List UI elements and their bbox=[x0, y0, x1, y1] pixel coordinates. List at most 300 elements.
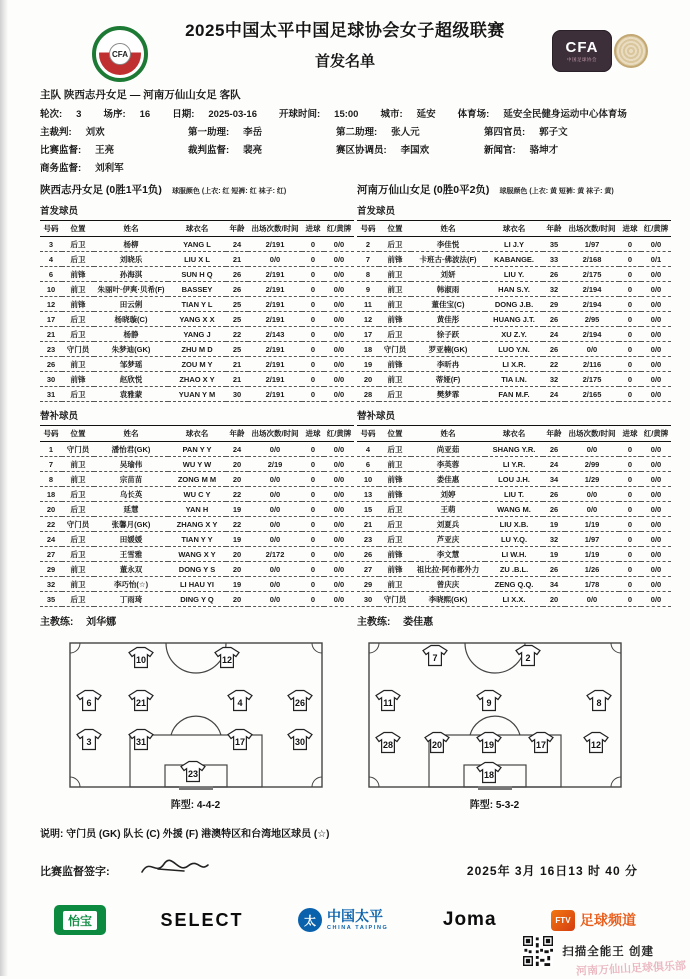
player-cell: 24 bbox=[40, 532, 62, 547]
meta-value: 郭子文 bbox=[539, 127, 568, 138]
player-row bbox=[40, 342, 354, 357]
scanner-watermark bbox=[523, 936, 654, 966]
player-cell: 4 bbox=[357, 442, 379, 457]
away-formation-label: 阵型: 5-3-2 bbox=[469, 800, 520, 811]
column-header: 进球 bbox=[302, 221, 324, 237]
player-cell: 27 bbox=[40, 547, 62, 562]
player-cell: 前锋 bbox=[379, 472, 411, 487]
meta-field bbox=[172, 106, 257, 120]
sponsor-logos-row bbox=[40, 905, 650, 935]
player-cell: 丁雨琦 bbox=[94, 592, 168, 607]
player-row bbox=[357, 387, 671, 402]
player-cell: 21 bbox=[357, 517, 379, 532]
player-cell: 罗亚楠(GK) bbox=[411, 342, 485, 357]
cfa-logo bbox=[552, 30, 612, 72]
player-cell: 0/0 bbox=[324, 547, 354, 562]
player-shirt-number bbox=[586, 690, 612, 717]
player-shirt-number bbox=[476, 732, 502, 759]
meta-field bbox=[336, 142, 484, 156]
svg-text:19: 19 bbox=[484, 740, 495, 750]
player-cell: 0 bbox=[619, 442, 641, 457]
player-shirt-number bbox=[128, 729, 154, 756]
gold-seal-icon bbox=[614, 34, 648, 68]
player-cell: 前卫 bbox=[62, 472, 94, 487]
player-cell: 宗苗苗 bbox=[94, 472, 168, 487]
player-cell: 0 bbox=[619, 387, 641, 402]
home-coach-line bbox=[40, 613, 345, 628]
football-channel-icon: FTV bbox=[551, 910, 575, 931]
meta-field bbox=[40, 160, 188, 174]
player-cell: 23 bbox=[40, 342, 62, 357]
player-cell: ZONG M M bbox=[168, 472, 226, 487]
player-cell: 22 bbox=[226, 327, 248, 342]
player-cell: 2/191 bbox=[248, 237, 302, 252]
player-cell: 2 bbox=[357, 237, 379, 252]
player-row bbox=[40, 267, 354, 282]
player-cell: 35 bbox=[543, 237, 565, 252]
player-cell: 19 bbox=[357, 357, 379, 372]
player-cell: 0/0 bbox=[324, 472, 354, 487]
player-cell: LIU X L bbox=[168, 252, 226, 267]
player-cell: 0/0 bbox=[324, 592, 354, 607]
player-cell: 1/26 bbox=[565, 562, 619, 577]
player-cell: 24 bbox=[543, 457, 565, 472]
player-cell: 0/0 bbox=[565, 487, 619, 502]
player-cell: 0/0 bbox=[248, 532, 302, 547]
player-cell: 1/78 bbox=[565, 577, 619, 592]
player-cell: 26 bbox=[543, 562, 565, 577]
table-header-row bbox=[357, 426, 671, 442]
meta-value: 延安全民健身运动中心体育场 bbox=[503, 109, 627, 120]
player-cell: 李昕冉 bbox=[411, 357, 485, 372]
meta-value: 裴亮 bbox=[243, 145, 263, 156]
column-header: 红/黄牌 bbox=[641, 426, 671, 442]
meta-value: 李国欢 bbox=[400, 145, 430, 156]
league-logo bbox=[92, 26, 148, 82]
player-cell: 1/29 bbox=[565, 472, 619, 487]
player-cell: 0 bbox=[302, 562, 324, 577]
player-cell: 0 bbox=[619, 532, 641, 547]
meta-value: 2025-03-16 bbox=[208, 109, 257, 120]
away-subs-table bbox=[357, 425, 671, 607]
column-header: 姓名 bbox=[94, 426, 168, 442]
player-cell: ZENG Q.Q. bbox=[485, 577, 543, 592]
player-cell: 0/1 bbox=[641, 252, 671, 267]
player-cell: 0/0 bbox=[641, 532, 671, 547]
player-cell: SHANG Y.R. bbox=[485, 442, 543, 457]
player-cell: 32 bbox=[543, 372, 565, 387]
player-cell: LI J.Y bbox=[485, 237, 543, 252]
player-cell: 卡班古·佛波法(F) bbox=[411, 252, 485, 267]
meta-field bbox=[188, 124, 336, 138]
meta-label: 第二助理: bbox=[336, 127, 378, 138]
player-cell: ZHAO X Y bbox=[168, 372, 226, 387]
player-row bbox=[357, 547, 671, 562]
column-header: 球衣名 bbox=[168, 221, 226, 237]
player-cell: 前卫 bbox=[379, 577, 411, 592]
player-cell: 乌长英 bbox=[94, 487, 168, 502]
player-cell: YANG L bbox=[168, 237, 226, 252]
svg-text:10: 10 bbox=[135, 654, 146, 665]
svg-text:20: 20 bbox=[432, 740, 443, 750]
player-cell: 0 bbox=[302, 577, 324, 592]
player-cell: 前卫 bbox=[62, 577, 94, 592]
player-cell: 22 bbox=[543, 357, 565, 372]
player-cell: 26 bbox=[40, 357, 62, 372]
player-row bbox=[40, 327, 354, 342]
player-row bbox=[40, 442, 354, 457]
player-cell: 0 bbox=[302, 312, 324, 327]
svg-text:21: 21 bbox=[135, 698, 146, 708]
player-cell: 前卫 bbox=[379, 372, 411, 387]
player-cell: 0 bbox=[619, 342, 641, 357]
column-header: 姓名 bbox=[411, 426, 485, 442]
player-cell: 2/175 bbox=[565, 372, 619, 387]
player-cell: 0 bbox=[619, 267, 641, 282]
cfa-logo-text: CFA bbox=[565, 38, 599, 56]
player-cell: 0 bbox=[619, 562, 641, 577]
player-cell: 0/0 bbox=[641, 282, 671, 297]
meta-field bbox=[484, 124, 632, 138]
player-cell: 0/0 bbox=[324, 517, 354, 532]
svg-text:12: 12 bbox=[221, 654, 232, 665]
player-cell: 24 bbox=[543, 387, 565, 402]
column-header: 球衣名 bbox=[485, 221, 543, 237]
player-cell: 21 bbox=[226, 357, 248, 372]
column-header: 位置 bbox=[379, 426, 411, 442]
player-cell: 29 bbox=[357, 577, 379, 592]
player-row bbox=[357, 357, 671, 372]
player-cell: 0/0 bbox=[324, 532, 354, 547]
player-cell: 0/0 bbox=[641, 577, 671, 592]
player-cell: 6 bbox=[357, 457, 379, 472]
player-cell: 8 bbox=[357, 267, 379, 282]
player-cell: 后卫 bbox=[62, 312, 94, 327]
player-cell: 26 bbox=[357, 547, 379, 562]
meta-row-referees bbox=[40, 124, 650, 138]
svg-text:3: 3 bbox=[86, 737, 92, 747]
cestbon-logo bbox=[54, 905, 106, 935]
player-cell: 0/0 bbox=[324, 282, 354, 297]
player-cell: 前卫 bbox=[62, 562, 94, 577]
meta-value: 刘利军 bbox=[95, 163, 124, 174]
player-cell: 0/0 bbox=[324, 252, 354, 267]
player-cell: 0/0 bbox=[565, 592, 619, 607]
player-shirt-number bbox=[76, 690, 102, 717]
meta-field bbox=[380, 106, 435, 120]
player-cell: 前锋 bbox=[62, 372, 94, 387]
column-header: 年龄 bbox=[226, 426, 248, 442]
away-pitch bbox=[365, 640, 625, 790]
player-cell: 0 bbox=[619, 282, 641, 297]
player-shirt-number bbox=[128, 690, 154, 717]
meta-field bbox=[458, 106, 627, 120]
player-cell: 0/0 bbox=[641, 442, 671, 457]
player-cell: ZOU M Y bbox=[168, 357, 226, 372]
player-cell: 0/0 bbox=[641, 267, 671, 282]
player-cell: 后卫 bbox=[62, 327, 94, 342]
player-cell: LU Y.Q. bbox=[485, 532, 543, 547]
player-cell: 祖比拉·阿布都外力 bbox=[411, 562, 485, 577]
player-cell: 8 bbox=[40, 472, 62, 487]
player-row bbox=[40, 387, 354, 402]
meta-value: 王亮 bbox=[95, 145, 115, 156]
player-cell: 2/191 bbox=[248, 372, 302, 387]
svg-text:23: 23 bbox=[187, 768, 198, 779]
column-header: 号码 bbox=[357, 426, 379, 442]
column-header: 球衣名 bbox=[168, 426, 226, 442]
player-cell: ZU .B.L. bbox=[485, 562, 543, 577]
player-cell: YAN H bbox=[168, 502, 226, 517]
player-cell: 34 bbox=[543, 472, 565, 487]
player-row bbox=[357, 312, 671, 327]
player-cell: 王萌 bbox=[411, 502, 485, 517]
league-logo-center bbox=[99, 33, 141, 75]
player-cell: 20 bbox=[226, 457, 248, 472]
player-cell: 0 bbox=[302, 547, 324, 562]
player-cell: 12 bbox=[357, 312, 379, 327]
player-cell: 0 bbox=[302, 357, 324, 372]
player-cell: XU Z.Y. bbox=[485, 327, 543, 342]
svg-text:28: 28 bbox=[382, 740, 393, 750]
player-cell: 后卫 bbox=[62, 252, 94, 267]
meta-row-match-info bbox=[40, 106, 650, 120]
player-shirt-number bbox=[375, 690, 401, 717]
player-cell: DONG Y S bbox=[168, 562, 226, 577]
player-cell: 17 bbox=[40, 312, 62, 327]
player-cell: 0/0 bbox=[565, 442, 619, 457]
player-row bbox=[40, 532, 354, 547]
player-cell: 0/0 bbox=[641, 457, 671, 472]
home-subs-label: 替补球员 bbox=[40, 411, 79, 422]
player-row bbox=[357, 487, 671, 502]
china-taiping-icon: 太 bbox=[298, 908, 322, 932]
player-cell: 0 bbox=[619, 357, 641, 372]
player-cell: 刘妍 bbox=[411, 267, 485, 282]
meta-field bbox=[188, 142, 336, 156]
player-row bbox=[357, 562, 671, 577]
player-cell: 前卫 bbox=[62, 457, 94, 472]
column-header: 号码 bbox=[40, 221, 62, 237]
player-cell: 董佳宝(C) bbox=[411, 297, 485, 312]
scanner-app-text: 扫描全能王 创建 bbox=[562, 946, 654, 958]
player-cell: 4 bbox=[40, 252, 62, 267]
player-shirt-number bbox=[528, 732, 554, 759]
svg-text:2: 2 bbox=[525, 653, 531, 663]
player-row bbox=[357, 237, 671, 252]
player-cell: 0/0 bbox=[641, 502, 671, 517]
player-cell: 0/0 bbox=[248, 577, 302, 592]
column-header: 位置 bbox=[62, 426, 94, 442]
select-logo: SELECT bbox=[160, 909, 244, 930]
meta-value: 刘欢 bbox=[85, 127, 105, 138]
player-cell: 0/0 bbox=[248, 487, 302, 502]
player-cell: 0/0 bbox=[565, 342, 619, 357]
player-row bbox=[357, 372, 671, 387]
player-cell: 26 bbox=[543, 502, 565, 517]
column-header: 红/黄牌 bbox=[324, 221, 354, 237]
player-cell: 0/0 bbox=[641, 357, 671, 372]
player-cell: YANG J bbox=[168, 327, 226, 342]
player-cell: 田媛媛 bbox=[94, 532, 168, 547]
player-cell: 守门员 bbox=[379, 342, 411, 357]
player-cell: 32 bbox=[543, 532, 565, 547]
player-cell: 30 bbox=[40, 372, 62, 387]
player-cell: 李佳悦 bbox=[411, 237, 485, 252]
column-header: 姓名 bbox=[94, 221, 168, 237]
player-cell: 0 bbox=[302, 502, 324, 517]
player-cell: WU C Y bbox=[168, 487, 226, 502]
signature-row bbox=[40, 856, 650, 885]
meta-label: 第四官员: bbox=[484, 127, 526, 138]
meta-label: 新闻官: bbox=[484, 145, 516, 156]
player-cell: 0 bbox=[302, 327, 324, 342]
player-cell: 2/191 bbox=[248, 357, 302, 372]
away-starters-table bbox=[357, 220, 671, 402]
home-coach-label: 主教练: bbox=[40, 617, 74, 628]
player-cell: 1/19 bbox=[565, 547, 619, 562]
player-cell: 赵欣悦 bbox=[94, 372, 168, 387]
player-cell: 0 bbox=[302, 472, 324, 487]
player-cell: 杨静 bbox=[94, 327, 168, 342]
player-cell: 22 bbox=[226, 487, 248, 502]
player-cell: 前锋 bbox=[379, 312, 411, 327]
svg-text:9: 9 bbox=[486, 698, 492, 708]
home-starters-label: 首发球员 bbox=[40, 206, 79, 217]
player-cell: DING Y Q bbox=[168, 592, 226, 607]
player-shirt-number bbox=[422, 645, 448, 672]
player-cell: 12 bbox=[40, 297, 62, 312]
player-cell: 25 bbox=[226, 297, 248, 312]
svg-text:6: 6 bbox=[86, 698, 92, 708]
meta-field bbox=[40, 106, 81, 120]
player-cell: 前锋 bbox=[62, 267, 94, 282]
player-cell: 后卫 bbox=[379, 442, 411, 457]
player-cell: 守门员 bbox=[62, 342, 94, 357]
column-header: 位置 bbox=[379, 221, 411, 237]
player-cell: 1/97 bbox=[565, 237, 619, 252]
rosters-section bbox=[40, 182, 669, 628]
home-coach-name: 刘华娜 bbox=[86, 617, 117, 628]
player-cell: 0 bbox=[619, 327, 641, 342]
meta-label: 日期: bbox=[172, 109, 195, 120]
player-shirt-number bbox=[180, 760, 206, 787]
player-cell: 20 bbox=[226, 472, 248, 487]
player-cell: 杨柳 bbox=[94, 237, 168, 252]
player-cell: 后卫 bbox=[62, 487, 94, 502]
player-cell: 0 bbox=[619, 472, 641, 487]
player-cell: 2/191 bbox=[248, 282, 302, 297]
svg-text:18: 18 bbox=[484, 770, 495, 780]
player-cell: 0 bbox=[619, 457, 641, 472]
player-cell: 0 bbox=[619, 577, 641, 592]
player-cell: 孙海淇 bbox=[94, 267, 168, 282]
football-channel-logo bbox=[551, 910, 636, 931]
player-cell: 董永双 bbox=[94, 562, 168, 577]
meta-value: 骆坤才 bbox=[529, 145, 559, 156]
player-cell: 2/191 bbox=[248, 342, 302, 357]
column-header: 年龄 bbox=[543, 426, 565, 442]
player-cell: 19 bbox=[226, 577, 248, 592]
player-shirt-number bbox=[287, 690, 313, 717]
svg-text:8: 8 bbox=[595, 698, 602, 708]
meta-value: 16 bbox=[139, 109, 151, 120]
table-header-row bbox=[40, 426, 354, 442]
player-cell: 前锋 bbox=[379, 562, 411, 577]
player-row bbox=[357, 342, 671, 357]
player-cell: LI Y.R. bbox=[485, 457, 543, 472]
player-cell: 0/0 bbox=[641, 297, 671, 312]
column-header: 进球 bbox=[619, 426, 641, 442]
meta-value: 李岳 bbox=[243, 127, 263, 138]
player-cell: 前卫 bbox=[379, 267, 411, 282]
player-cell: 0 bbox=[302, 372, 324, 387]
player-cell: 25 bbox=[226, 342, 248, 357]
player-row bbox=[40, 312, 354, 327]
player-cell: 2/191 bbox=[248, 387, 302, 402]
player-cell: 0/0 bbox=[248, 562, 302, 577]
player-row bbox=[357, 532, 671, 547]
player-cell: SUN H Q bbox=[168, 267, 226, 282]
player-cell: TIAN Y Y bbox=[168, 532, 226, 547]
player-cell: 2/19 bbox=[248, 457, 302, 472]
player-cell: 吴瑜伟 bbox=[94, 457, 168, 472]
player-cell: 0 bbox=[619, 237, 641, 252]
china-taiping-logo bbox=[298, 908, 388, 932]
player-cell: 23 bbox=[357, 532, 379, 547]
player-cell: 20 bbox=[226, 562, 248, 577]
player-cell: 0/0 bbox=[324, 487, 354, 502]
player-cell: 0 bbox=[619, 547, 641, 562]
player-cell: 0 bbox=[619, 252, 641, 267]
away-coach-name: 娄佳惠 bbox=[403, 617, 434, 628]
player-row bbox=[357, 592, 671, 607]
svg-text:31: 31 bbox=[135, 737, 146, 747]
player-cell: 35 bbox=[40, 592, 62, 607]
player-cell: 2/143 bbox=[248, 327, 302, 342]
home-team-kit-colors: 球服颜色 (上衣: 红 短裤: 红 袜子: 红) bbox=[171, 188, 287, 195]
player-cell: 韩淑雨 bbox=[411, 282, 485, 297]
meta-row-commercial bbox=[40, 160, 650, 174]
meta-field bbox=[279, 106, 358, 120]
player-cell: 0 bbox=[302, 457, 324, 472]
player-cell: 26 bbox=[543, 487, 565, 502]
player-cell: 守门员 bbox=[62, 517, 94, 532]
player-cell: LOU J.H. bbox=[485, 472, 543, 487]
table-header-row bbox=[40, 221, 354, 237]
player-cell: 0/0 bbox=[324, 312, 354, 327]
player-cell: 34 bbox=[543, 577, 565, 592]
player-cell: 27 bbox=[357, 562, 379, 577]
player-cell: 0/0 bbox=[641, 327, 671, 342]
signature-label: 比赛监督签字: bbox=[40, 865, 110, 878]
player-cell: 0/0 bbox=[248, 472, 302, 487]
player-cell: 前锋 bbox=[62, 297, 94, 312]
player-cell: 潘怡君(GK) bbox=[94, 442, 168, 457]
player-cell: 0/0 bbox=[324, 372, 354, 387]
player-row bbox=[357, 297, 671, 312]
player-cell: 0/0 bbox=[324, 442, 354, 457]
player-cell: 杨晓璇(C) bbox=[94, 312, 168, 327]
page-subtitle: 首发名单 bbox=[314, 53, 375, 70]
player-cell: LI W.H. bbox=[485, 547, 543, 562]
player-cell: 2/168 bbox=[565, 252, 619, 267]
player-cell: 0/0 bbox=[641, 372, 671, 387]
player-cell: 20 bbox=[357, 372, 379, 387]
player-cell: 后卫 bbox=[379, 237, 411, 252]
player-cell: 24 bbox=[226, 237, 248, 252]
player-row bbox=[40, 472, 354, 487]
